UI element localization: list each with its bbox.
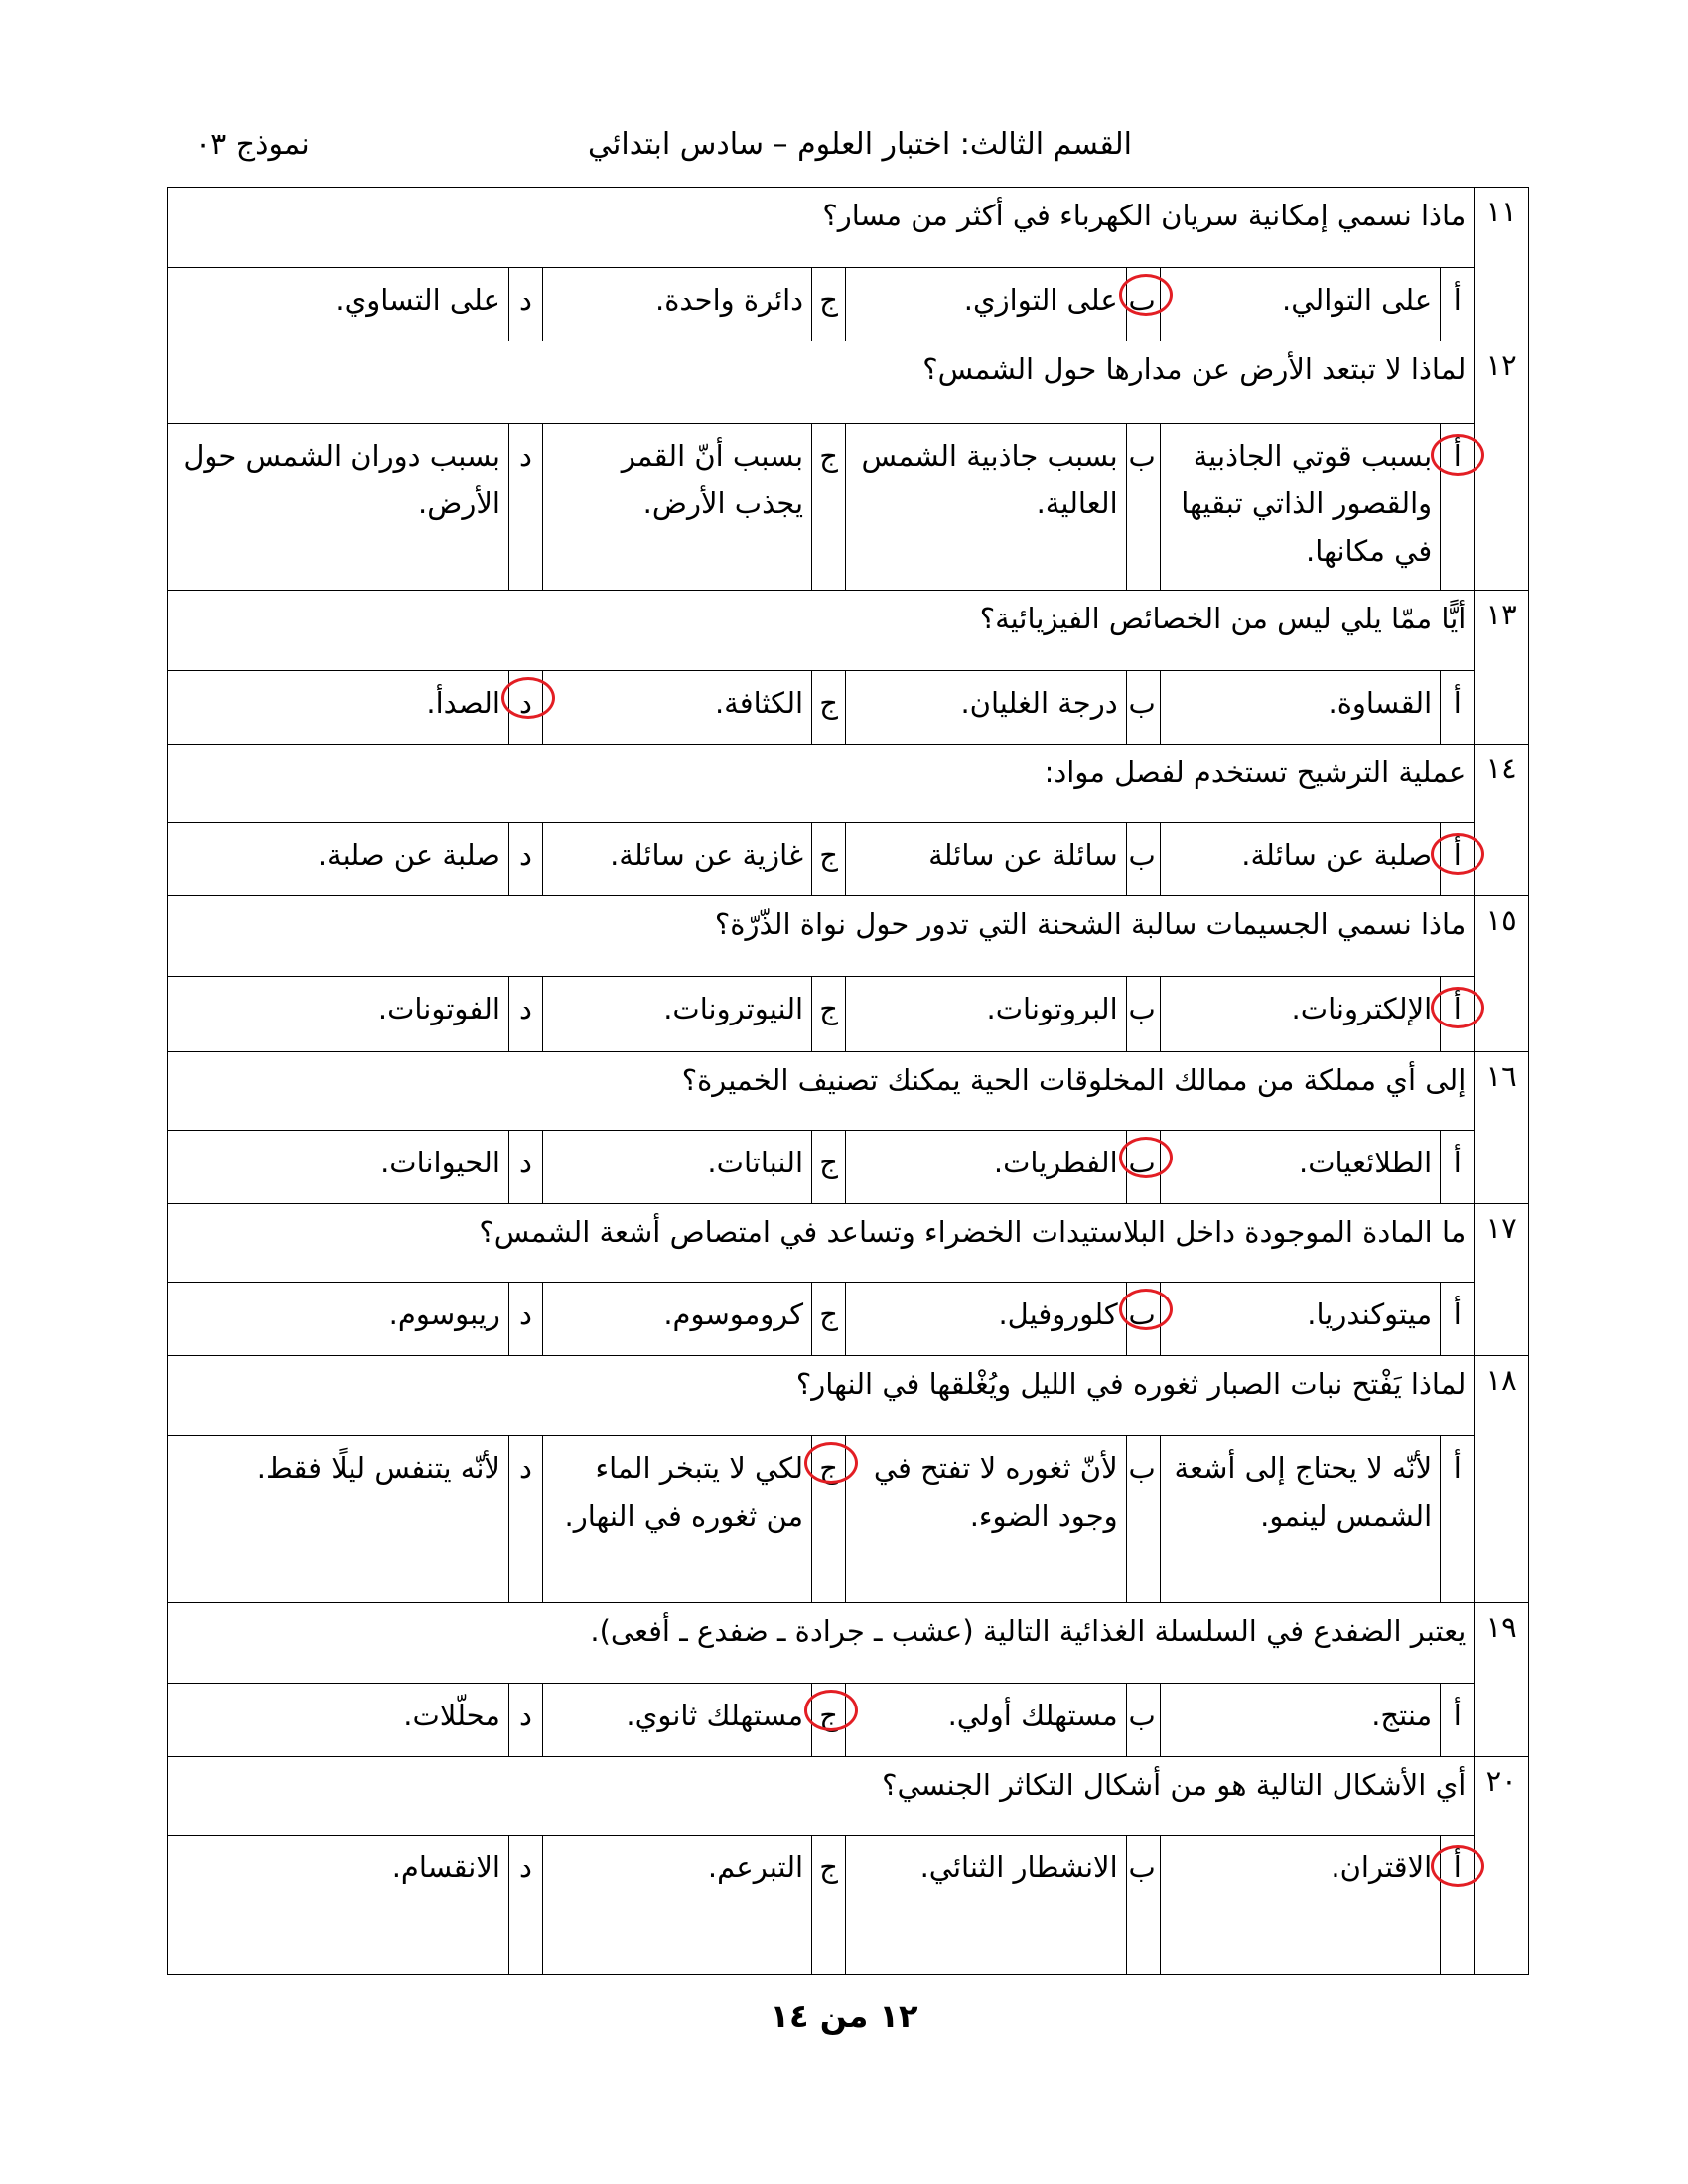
question-number: ١٤ [1475, 745, 1529, 896]
option-text: الاقتران. [1160, 1836, 1440, 1975]
option-text: البروتونات. [846, 977, 1126, 1052]
options-row [168, 1283, 1529, 1356]
question-number: ١٣ [1475, 591, 1529, 745]
option-letter[interactable]: أ [1441, 977, 1475, 1052]
option-letter[interactable]: ج [812, 977, 846, 1052]
question-text: إلى أي مملكة من ممالك المخلوقات الحية يمكنك تصنيف الخميرة؟ [168, 1052, 1475, 1131]
options-row [168, 268, 1529, 341]
question-number: ١١ [1475, 188, 1529, 341]
question-text: ماذا نسمي الجسيمات سالبة الشحنة التي تدور حول نواة الذّرّة؟ [168, 896, 1475, 977]
option-text: الكثافة. [543, 671, 812, 745]
option-text: ميتوكندريا. [1160, 1283, 1440, 1356]
option-letter[interactable]: أ [1441, 1436, 1475, 1603]
option-text: بسبب قوتي الجاذبية والقصور الذاتي تبقيها في مكانها. [1160, 424, 1440, 591]
option-text: مستهلك ثانوي. [543, 1684, 812, 1757]
option-letter[interactable]: ب [1126, 424, 1160, 591]
question-row [168, 1052, 1529, 1131]
option-letter[interactable]: د [508, 977, 542, 1052]
option-text: محلّلات. [168, 1684, 509, 1757]
option-text: كروموسوم. [543, 1283, 812, 1356]
option-text: النيوترونات. [543, 977, 812, 1052]
option-text: الانقسام. [168, 1836, 509, 1975]
question-text: أيًّا ممّا يلي ليس من الخصائص الفيزيائية؟ [168, 591, 1475, 671]
question-row [168, 1603, 1529, 1684]
page-number: ١٢ من ١٤ [770, 1997, 918, 2035]
option-letter[interactable]: ب [1126, 268, 1160, 341]
option-letter[interactable]: ج [812, 1283, 846, 1356]
option-text: ريبوسوم. [168, 1283, 509, 1356]
option-text: الإلكترونات. [1160, 977, 1440, 1052]
option-letter[interactable]: أ [1441, 1131, 1475, 1204]
question-row [168, 341, 1529, 424]
option-letter[interactable]: ب [1126, 1131, 1160, 1204]
option-text: الحيوانات. [168, 1131, 509, 1204]
option-letter[interactable]: د [508, 1684, 542, 1757]
option-text: الفطريات. [846, 1131, 1126, 1204]
question-text: أي الأشكال التالية هو من أشكال التكاثر الجنسي؟ [168, 1757, 1475, 1836]
option-text: القساوة. [1160, 671, 1440, 745]
option-text: سائلة عن سائلة [846, 823, 1126, 896]
option-letter[interactable]: ب [1126, 977, 1160, 1052]
option-text: درجة الغليان. [846, 671, 1126, 745]
question-text: عملية الترشيح تستخدم لفصل مواد: [168, 745, 1475, 823]
question-text: يعتبر الضفدع في السلسلة الغذائية التالية (عشب ـ جرادة ـ ضفدع ـ أفعى). [168, 1603, 1475, 1684]
option-text: دائرة واحدة. [543, 268, 812, 341]
option-text: بسبب أنّ القمر يجذب الأرض. [543, 424, 812, 591]
option-letter[interactable]: ج [812, 671, 846, 745]
options-row [168, 671, 1529, 745]
question-number: ١٩ [1475, 1603, 1529, 1757]
option-letter[interactable]: ب [1126, 1283, 1160, 1356]
option-letter[interactable]: أ [1441, 671, 1475, 745]
option-letter[interactable]: أ [1441, 268, 1475, 341]
option-letter[interactable]: ج [812, 1131, 846, 1204]
question-text: لماذا يَفْتح نبات الصبار ثغوره في الليل ويُغْلقها في النهار؟ [168, 1356, 1475, 1436]
option-text: الصدأ. [168, 671, 509, 745]
option-letter[interactable]: د [508, 1131, 542, 1204]
option-text: بسبب جاذبية الشمس العالية. [846, 424, 1126, 591]
option-letter[interactable]: د [508, 1836, 542, 1975]
option-letter[interactable]: ب [1126, 1836, 1160, 1975]
question-number: ١٥ [1475, 896, 1529, 1052]
page-header [167, 127, 1529, 177]
option-letter[interactable]: ج [812, 1684, 846, 1757]
option-letter[interactable]: ج [812, 1836, 846, 1975]
question-number: ١٧ [1475, 1204, 1529, 1356]
option-text: غازية عن سائلة. [543, 823, 812, 896]
option-text: الانشطار الثنائي. [846, 1836, 1126, 1975]
option-text: التبرعم. [543, 1836, 812, 1975]
questions-table [167, 187, 1529, 1975]
question-text: لماذا لا تبتعد الأرض عن مدارها حول الشمس؟ [168, 341, 1475, 424]
option-letter[interactable]: ج [812, 268, 846, 341]
question-number: ٢٠ [1475, 1757, 1529, 1975]
question-text: ما المادة الموجودة داخل البلاستيدات الخضراء وتساعد في امتصاص أشعة الشمس؟ [168, 1204, 1475, 1283]
option-letter[interactable]: أ [1441, 1836, 1475, 1975]
options-row [168, 1684, 1529, 1757]
option-letter[interactable]: د [508, 671, 542, 745]
option-text: على التساوي. [168, 268, 509, 341]
question-text: ماذا نسمي إمكانية سريان الكهرباء في أكثر من مسار؟ [168, 188, 1475, 268]
options-row [168, 1436, 1529, 1603]
option-letter[interactable]: د [508, 424, 542, 591]
options-row [168, 823, 1529, 896]
option-text: مستهلك أولي. [846, 1684, 1126, 1757]
option-letter[interactable]: ج [812, 1436, 846, 1603]
option-letter[interactable]: ب [1126, 823, 1160, 896]
option-letter[interactable]: ب [1126, 1684, 1160, 1757]
options-row [168, 1836, 1529, 1975]
options-row [168, 424, 1529, 591]
option-text: صلبة عن سائلة. [1160, 823, 1440, 896]
option-letter[interactable]: أ [1441, 823, 1475, 896]
option-text: لكي لا يتبخر الماء من ثغوره في النهار. [543, 1436, 812, 1603]
option-letter[interactable]: ب [1126, 1436, 1160, 1603]
option-text: صلبة عن صلبة. [168, 823, 509, 896]
option-letter[interactable]: ج [812, 823, 846, 896]
question-number: ١٢ [1475, 341, 1529, 591]
question-number: ١٦ [1475, 1052, 1529, 1204]
option-text: بسبب دوران الشمس حول الأرض. [168, 424, 509, 591]
option-text: على التوالي. [1160, 268, 1440, 341]
option-text: لأنّ ثغوره لا تفتح في وجود الضوء. [846, 1436, 1126, 1603]
option-letter[interactable]: ج [812, 424, 846, 591]
section-title: القسم الثالث: اختبار العلوم – سادس ابتدائي [588, 127, 1132, 162]
option-letter[interactable]: د [508, 1436, 542, 1603]
option-text: على التوازي. [846, 268, 1126, 341]
option-letter[interactable]: د [508, 1283, 542, 1356]
option-text: لأنّه لا يحتاج إلى أشعة الشمس لينمو. [1160, 1436, 1440, 1603]
option-text: الفوتونات. [168, 977, 509, 1052]
options-row [168, 977, 1529, 1052]
question-row [168, 896, 1529, 977]
question-row [168, 1757, 1529, 1836]
option-letter[interactable]: ب [1126, 671, 1160, 745]
question-row [168, 1204, 1529, 1283]
question-number: ١٨ [1475, 1356, 1529, 1603]
options-row [168, 1131, 1529, 1204]
option-letter[interactable]: أ [1441, 424, 1475, 591]
option-letter[interactable]: أ [1441, 1283, 1475, 1356]
option-text: الطلائعيات. [1160, 1131, 1440, 1204]
question-row [168, 188, 1529, 268]
option-letter[interactable]: د [508, 268, 542, 341]
question-row [168, 745, 1529, 823]
option-text: لأنّه يتنفس ليلًا فقط. [168, 1436, 509, 1603]
model-number: نموذج ٠٣ [195, 127, 310, 162]
option-letter[interactable]: د [508, 823, 542, 896]
option-text: النباتات. [543, 1131, 812, 1204]
question-row [168, 1356, 1529, 1436]
question-row [168, 591, 1529, 671]
option-text: كلوروفيل. [846, 1283, 1126, 1356]
option-letter[interactable]: أ [1441, 1684, 1475, 1757]
option-text: منتج. [1160, 1684, 1440, 1757]
